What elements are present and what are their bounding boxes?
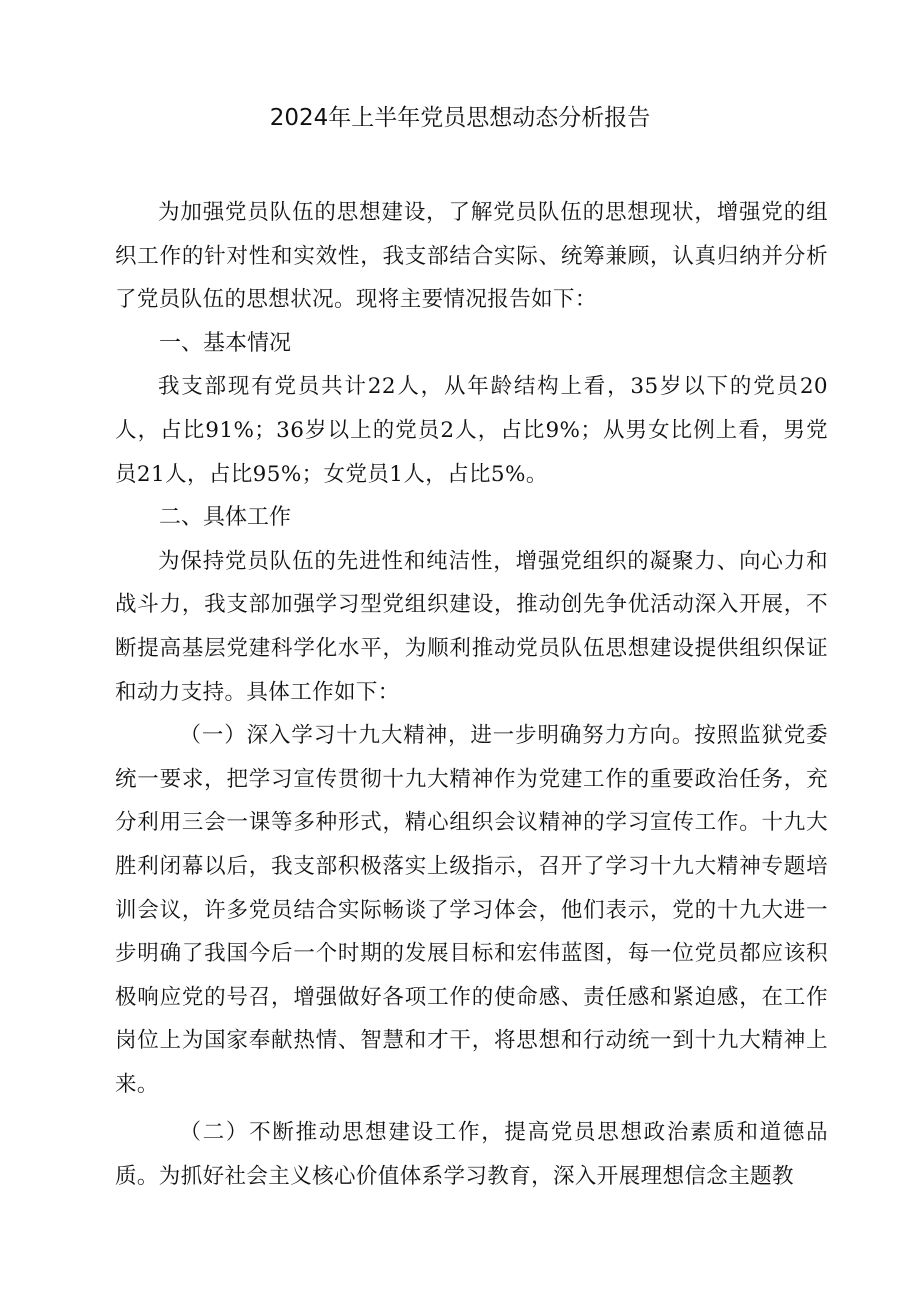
section-heading-specific-work: 二、具体工作 <box>159 505 292 531</box>
work-item-2-paragraph: （二）不断推动思想建设工作，提高党员思想政治素质和道德品质。为抓好社会主义核心价值体系学习教育，深入开展理想信念主题教 <box>115 1120 828 1190</box>
section-heading-basic-situation: 一、基本情况 <box>159 330 292 356</box>
document-body <box>115 191 828 1199</box>
intro-paragraph: 为加强党员队伍的思想建设，了解党员队伍的思想现状，增强党的组织工作的针对性和实效性，我支部结合实际、统筹兼顾，认真归纳并分析了党员队伍的思想状况。现将主要情况报告如下： <box>115 200 828 313</box>
document-title: 2024年上半年党员思想动态分析报告 <box>269 105 651 131</box>
work-item-1-paragraph: （一）深入学习十九大精神，进一步明确努力方向。按照监狱党委统一要求，把学习宣传贯彻十九大精神作为党建工作的重要政治任务，充分利用三会一课等多种形式，精心组织会议精神的学习宣传工作。十九大胜利闭幕以后，我支部积极落实上级指示，召开了学习十九大精神专题培训会议，许多党员结合实际畅谈了学习体会，他们表示，党的十九大进一步明确了我国今后一个时期的发展目标和宏伟蓝图，每一位党员都应该积极响应党的号召，增强做好各项工作的使命感、责任感和紧迫感，在工作岗位上为国家奉献热情、智慧和才干，将思想和行动统一到十九大精神上来。 <box>115 723 828 1097</box>
basic-situation-paragraph: 我支部现有党员共计22人，从年龄结构上看，35岁以下的党员20人，占比91%；36岁以上的党员2人，占比9%；从男女比例上看，男党员21人，占比95%；女党员1人，占比5%。 <box>115 374 828 487</box>
specific-work-paragraph: 为保持党员队伍的先进性和纯洁性，增强党组织的凝聚力、向心力和战斗力，我支部加强学习型党组织建设，推动创先争优活动深入开展，不断提高基层党建科学化水平，为顺利推动党员队伍思想建设提供组织保证和动力支持。具体工作如下： <box>115 548 828 705</box>
